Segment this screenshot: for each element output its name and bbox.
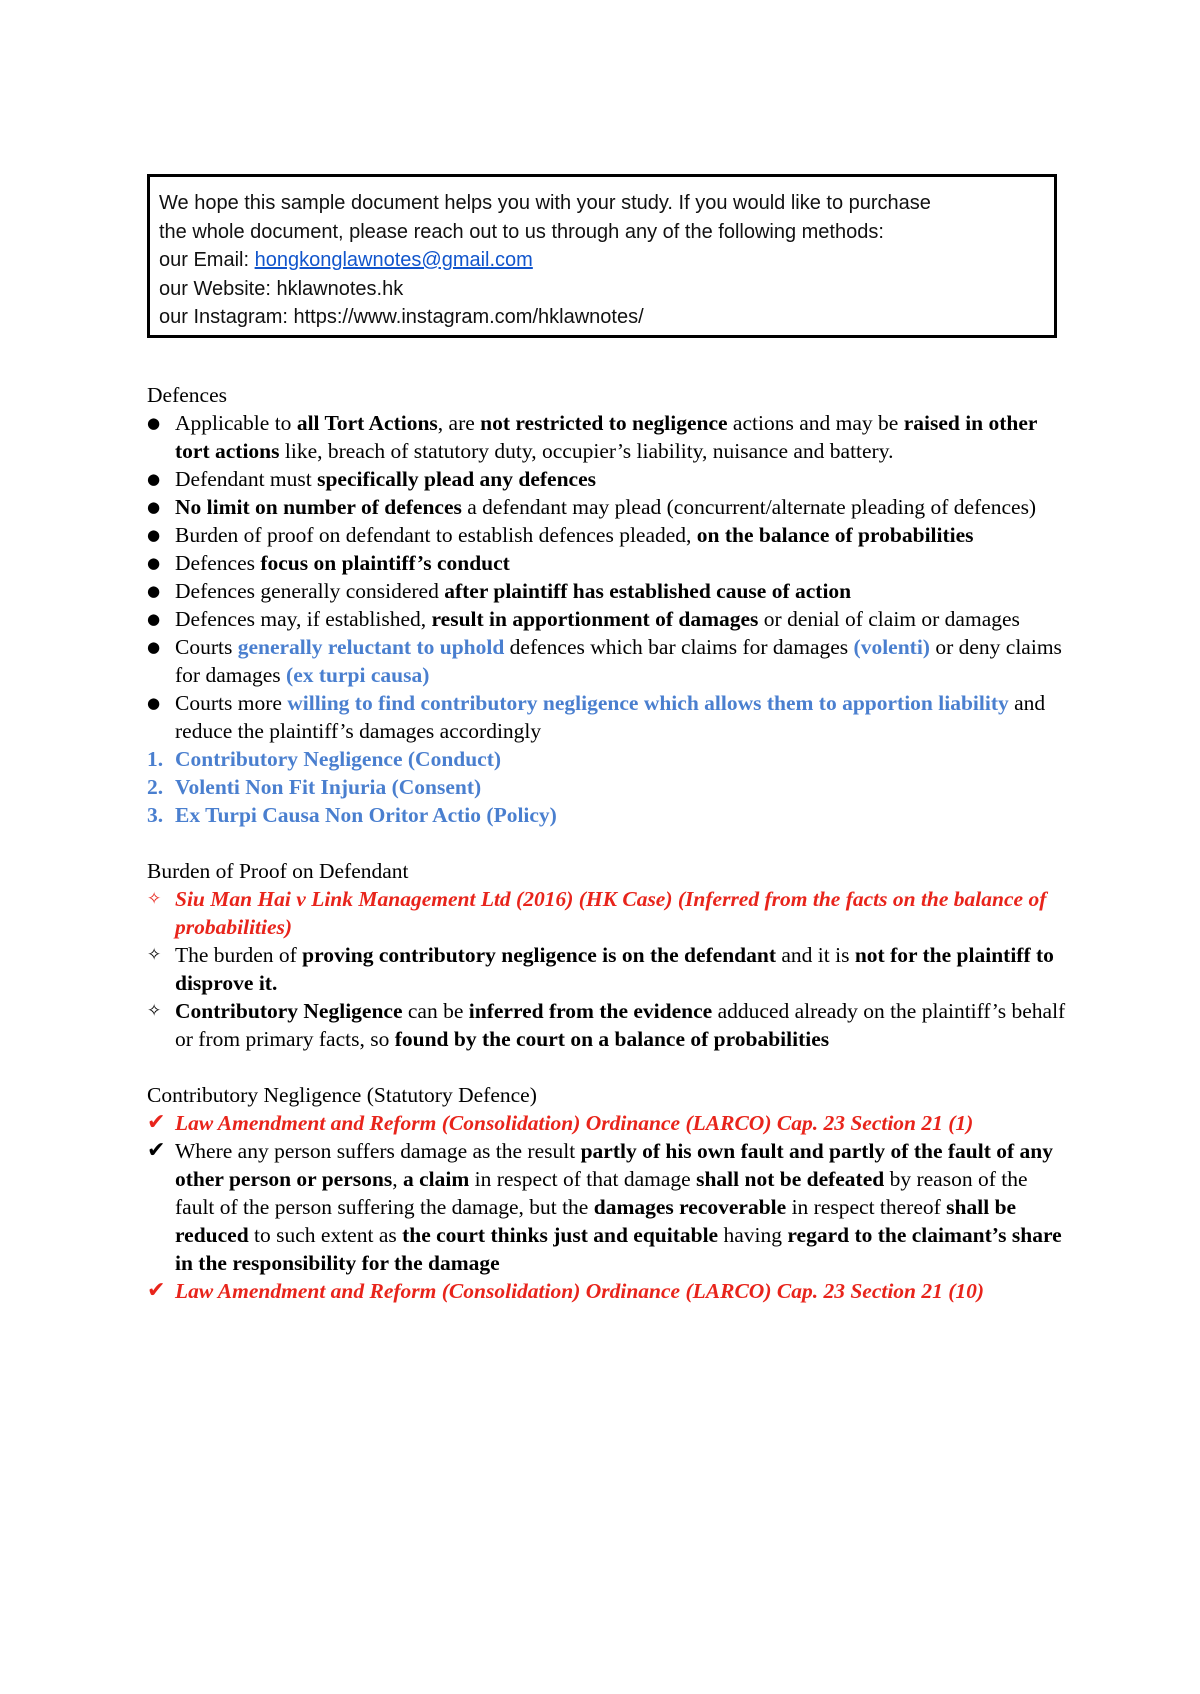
numbered-item-1: 1. Contributory Negligence (Conduct) xyxy=(147,747,502,771)
list-item: ● Defences focus on plaintiff’s conduct xyxy=(147,551,510,575)
list-number: 1. xyxy=(147,747,164,771)
four-point-star-icon: ✧ xyxy=(147,945,162,965)
notice-instagram-line: our Instagram: https://www.instagram.com/hklawnotes/ xyxy=(159,306,644,328)
statute-citation: Law Amendment and Reform (Consolidation) Ordinance (LARCO) Cap. 23 Section 21 (10) xyxy=(175,1279,985,1303)
notice-line-1: We hope this sample document helps you with your study. If you would like to purchase xyxy=(159,192,931,214)
list-item: ● Applicable to all Tort Actions, are not restricted to negligence actions and may be raised in other tort actions like, breach of statutory duty, occupier’s liability, nuisance and battery. xyxy=(147,411,1038,463)
bullet-dot-icon: ● xyxy=(147,694,161,712)
bullet-dot-icon: ● xyxy=(147,554,161,572)
numbered-item-3: 3. Ex Turpi Causa Non Oritor Actio (Policy) xyxy=(147,803,557,827)
notice-email-line xyxy=(159,246,1044,275)
numbered-item-2: 2. Volenti Non Fit Injuria (Consent) xyxy=(147,775,482,799)
list-item xyxy=(147,885,1067,941)
list-item: ● Burden of proof on defendant to establish defences pleaded, on the balance of probabilities xyxy=(147,523,974,547)
sample-notice-box xyxy=(147,174,1057,338)
list-item: ✧ The burden of proving contributory negligence is on the defendant and it is not for the plaintiff to disprove it. xyxy=(147,943,1054,995)
document-body xyxy=(147,381,1067,1305)
bullet-dot-icon: ● xyxy=(147,498,161,516)
list-item: ✔ Where any person suffers damage as the result partly of his own fault and partly of the fault of any other person or persons, a claim in respect of that damage shall not be defeated by reason of the fault of the person suffering the damage, but the damages recoverable in respect thereof shall be reduced to such extent as the court thinks just and equitable having regard to the claimant’s share in the responsibility for the damage xyxy=(147,1138,1062,1275)
notice-website-line: our Website: hklawnotes.hk xyxy=(159,277,404,300)
list-item: ● Defences may, if established, result in apportionment of damages or denial of claim or damages xyxy=(147,607,1020,631)
notice-line-2: the whole document, please reach out to us through any of the following methods: xyxy=(159,220,884,243)
four-point-star-icon: ✧ xyxy=(147,1001,162,1021)
list-item xyxy=(147,1277,1067,1305)
case-citation: Siu Man Hai v Link Management Ltd (2016) (HK Case) (Inferred from the facts on the balance of probabilities) xyxy=(175,887,1047,939)
list-item: ● Courts more willing to find contributory negligence which allows them to apportion liability and reduce the plaintiff’s damages accordingly xyxy=(147,691,1046,743)
list-item: ● Courts generally reluctant to uphold defences which bar claims for damages (volenti) or deny claims for damages (ex turpi causa) xyxy=(147,635,1062,687)
bullet-dot-icon: ● xyxy=(147,610,161,628)
checkmark-icon: ✔ xyxy=(147,1278,166,1303)
bullet-dot-icon: ● xyxy=(147,470,161,488)
list-item: ● Defences generally considered after plaintiff has established cause of action xyxy=(147,579,852,603)
email-link[interactable]: hongkonglawnotes@gmail.com xyxy=(254,249,533,271)
checkmark-icon: ✔ xyxy=(147,1110,166,1135)
bullet-dot-icon: ● xyxy=(147,582,161,600)
statute-citation: Law Amendment and Reform (Consolidation) Ordinance (LARCO) Cap. 23 Section 21 (1) xyxy=(175,1111,974,1135)
checkmark-icon: ✔ xyxy=(147,1138,166,1163)
bullet-dot-icon: ● xyxy=(147,414,161,432)
burden-heading: Burden of Proof on Defendant xyxy=(147,859,409,883)
list-item: ● Defendant must specifically plead any defences xyxy=(147,467,596,491)
bullet-dot-icon: ● xyxy=(147,526,161,544)
list-item: ● No limit on number of defences a defendant may plead (concurrent/alternate pleading of defences) xyxy=(147,495,1037,519)
bullet-dot-icon: ● xyxy=(147,638,161,656)
email-prefix: our Email: xyxy=(159,249,255,271)
list-item xyxy=(147,1109,1067,1137)
list-number: 3. xyxy=(147,803,164,827)
four-point-star-icon: ✧ xyxy=(147,889,162,909)
list-number: 2. xyxy=(147,775,164,799)
contributory-heading: Contributory Negligence (Statutory Defence) xyxy=(147,1083,537,1107)
list-item: ✧ Contributory Negligence can be inferred from the evidence adduced already on the plaintiff’s behalf or from primary facts, so found by the court on a balance of probabilities xyxy=(147,999,1066,1051)
defences-heading: Defences xyxy=(147,383,227,407)
